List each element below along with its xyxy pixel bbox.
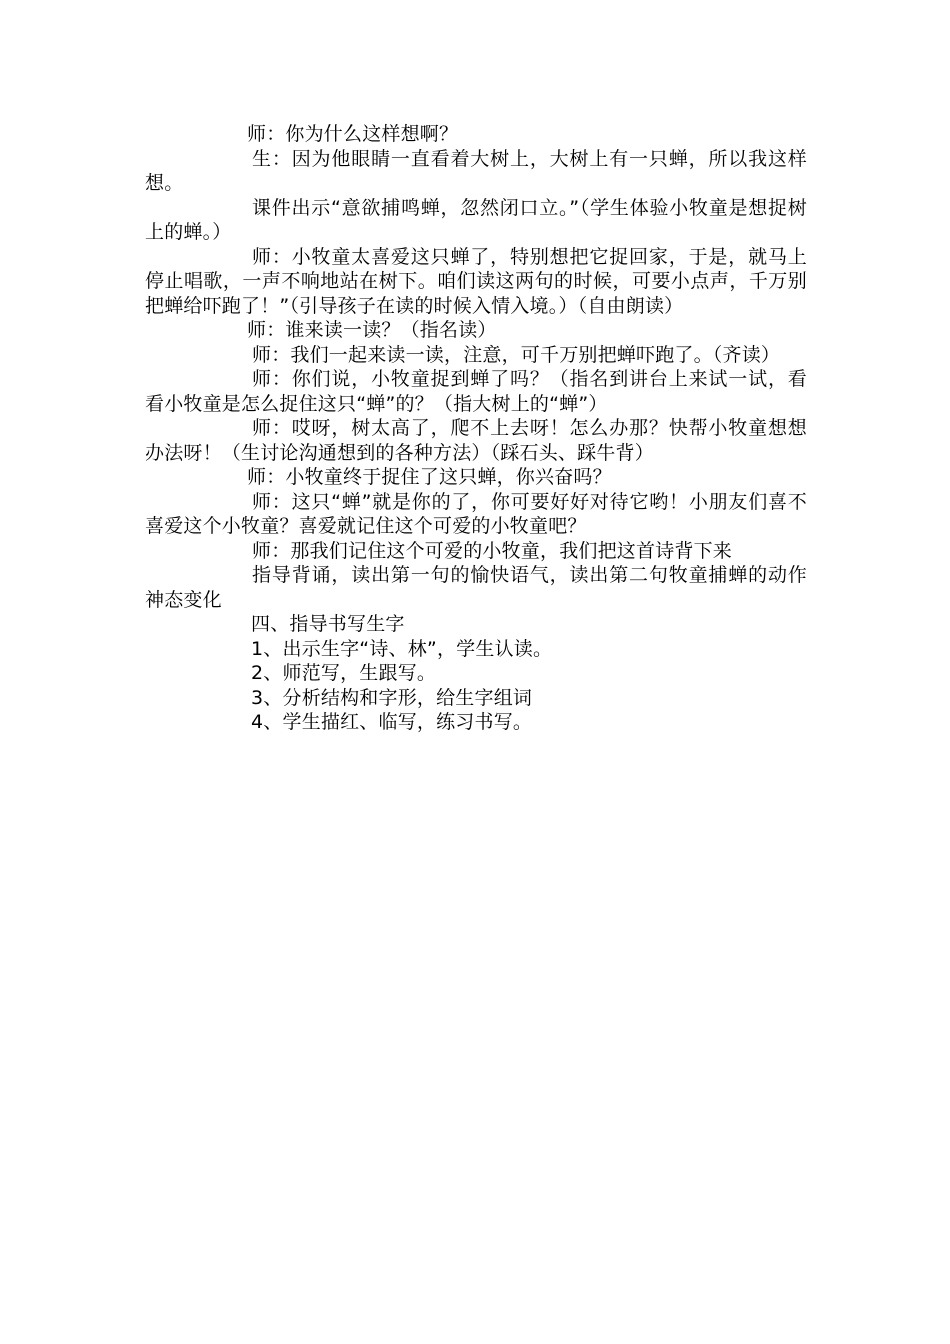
paragraph: 师：哎呀，树太高了，爬不上去呀！怎么办那？快帮小牧童想想办法呀！（生讨论沟通想到的各种方法）（踩石头、踩牛背）: [145, 417, 807, 464]
list-item: 4、学生描红、临写，练习书写。: [251, 711, 533, 733]
section-heading: 四、指导书写生字: [251, 613, 405, 635]
paragraph: 生：因为他眼睛一直看着大树上，大树上有一只蝉，所以我这样想。: [145, 147, 807, 194]
document-body: [145, 122, 807, 735]
paragraph: 师：你为什么这样想啊？: [247, 123, 459, 145]
paragraph: 师：我们一起来读一读，注意，可千万别把蝉吓跑了。（齐读）: [252, 343, 781, 366]
paragraph: 师：小牧童太喜爱这只蝉了，特别想把它捉回家，于是，就马上停止唱歌，一声不响地站在树下。咱们读这两句的时候，可要小点声，千万别把蝉给吓跑了！”（引导孩子在读的时候入情入境。）（自由朗读）: [145, 245, 807, 317]
list-item: 3、分析结构和字形，给生字组词: [251, 686, 533, 709]
paragraph: 师：这只“蝉”就是你的了，你可要好好对待它哟！小朋友们喜不喜爱这个小牧童？喜爱就记住这个可爱的小牧童吧？: [145, 490, 807, 537]
paragraph: 师：你们说，小牧童捉到蝉了吗？（指名到讲台上来试一试，看看小牧童是怎么捉住这只“蝉”的？（指大树上的“蝉”）: [145, 368, 807, 415]
paragraph: 师：小牧童终于捉住了这只蝉，你兴奋吗？: [247, 466, 612, 488]
paragraph: 指导背诵，读出第一句的愉快语气，读出第二句牧童捕蝉的动作神态变化: [145, 564, 807, 611]
list-item: 2、师范写，生跟写。: [251, 662, 437, 684]
paragraph: 课件出示“意欲捕鸣蝉，忽然闭口立。”（学生体验小牧童是想捉树上的蝉。）: [145, 196, 807, 243]
paragraph: 师：那我们记住这个可爱的小牧童，我们把这首诗背下来: [252, 539, 733, 562]
list-item: 1、出示生字“诗、林”，学生认读。: [251, 637, 553, 660]
paragraph: 师：谁来读一读？（指名读）: [247, 319, 497, 341]
